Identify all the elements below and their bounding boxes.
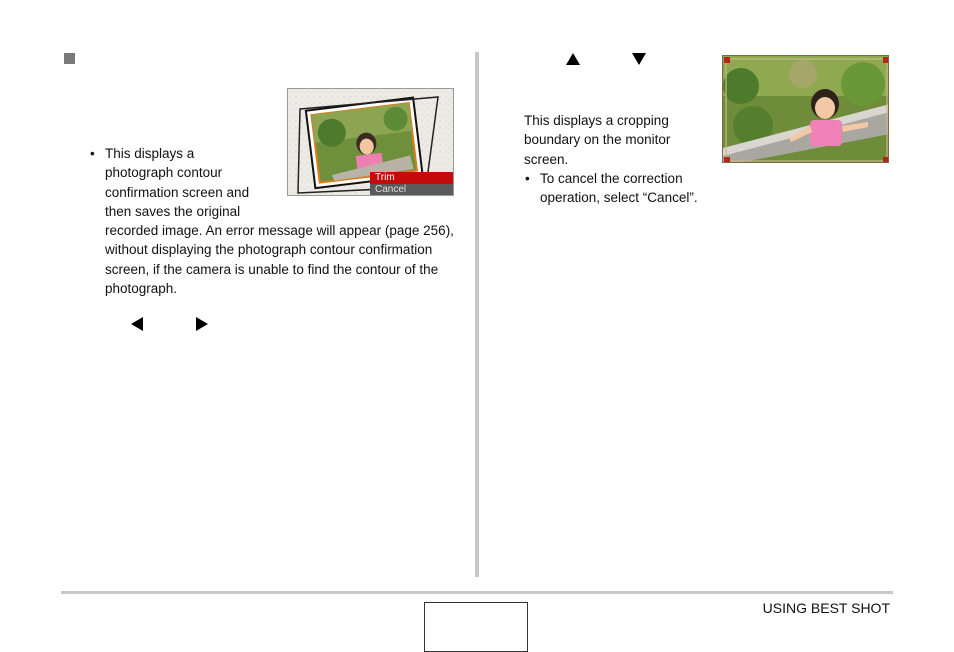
menu-item-cancel[interactable]: Cancel <box>370 184 454 196</box>
footer-section-title: USING BEST SHOT <box>762 600 890 616</box>
cropping-boundary-screenshot <box>722 55 889 163</box>
right-arrow-icon <box>196 317 208 331</box>
bullet-text-narrow: This displays a photograph contour confirmation screen and then saves the original <box>105 146 250 219</box>
page-number-box <box>424 602 528 652</box>
bullet-text-continued: recorded image. An error message will appear (page 256), without displaying the photograph contour confirmation screen, if the camera is unable to find the contour of the photograph. <box>105 223 454 296</box>
bullet-marker: • <box>525 171 530 186</box>
cancel-instruction-text: To cancel the correction operation, select “Cancel”. <box>540 171 698 206</box>
cropped-photo-image <box>723 56 889 163</box>
down-arrow-icon <box>632 53 646 65</box>
section-marker-icon <box>64 53 75 64</box>
cropping-boundary-description: This displays a cropping boundary on the monitor screen. <box>524 113 671 167</box>
left-arrow-icon <box>131 317 143 331</box>
footer-rule <box>61 591 893 594</box>
up-arrow-icon <box>566 53 580 65</box>
contour-confirmation-screenshot <box>287 88 454 196</box>
trim-cancel-menu <box>370 172 454 196</box>
bullet-marker: • <box>90 146 95 161</box>
column-divider <box>475 52 479 577</box>
menu-item-trim[interactable]: Trim <box>370 172 454 184</box>
